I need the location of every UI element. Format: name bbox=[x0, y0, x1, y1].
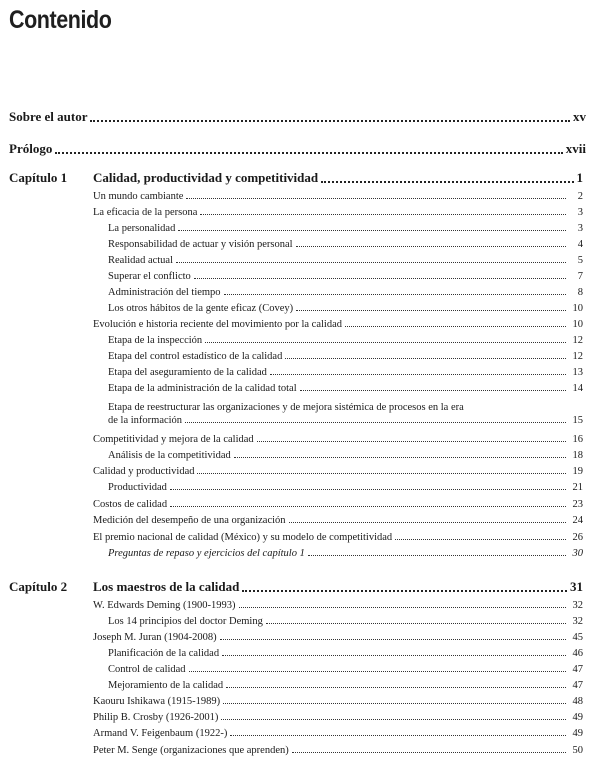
toc-subentry[interactable] bbox=[108, 223, 583, 234]
dot-leader bbox=[170, 489, 566, 490]
dot-leader bbox=[226, 687, 566, 688]
toc-page-number: 48 bbox=[572, 696, 583, 707]
toc-subentry[interactable] bbox=[108, 351, 583, 362]
toc-entry-title: Kaouru Ishikawa (1915-1989) bbox=[93, 696, 221, 707]
dot-leader bbox=[285, 358, 566, 359]
toc-page-number: 13 bbox=[572, 367, 583, 378]
toc-subentry[interactable] bbox=[108, 303, 583, 314]
toc-subentry[interactable] bbox=[108, 450, 583, 461]
dot-leader bbox=[170, 506, 566, 507]
toc-page-number: 1 bbox=[576, 170, 583, 185]
dot-leader bbox=[222, 655, 566, 656]
toc-page-number: 14 bbox=[572, 383, 583, 394]
toc-page-number: 21 bbox=[572, 482, 583, 493]
dot-leader bbox=[194, 278, 566, 279]
dot-leader bbox=[308, 555, 566, 556]
toc-subentry[interactable] bbox=[108, 383, 583, 394]
dot-leader bbox=[257, 441, 566, 442]
toc-subentry[interactable] bbox=[108, 367, 583, 378]
toc-entry[interactable] bbox=[93, 434, 583, 445]
dot-leader bbox=[186, 198, 566, 199]
toc-subentry[interactable] bbox=[108, 335, 583, 346]
chapter-title: Los maestros de la calidad bbox=[93, 579, 240, 594]
toc-entry-title: Armand V. Feigenbaum (1922-) bbox=[93, 728, 228, 739]
toc-page-number: 2 bbox=[577, 191, 583, 202]
dot-leader bbox=[289, 522, 566, 523]
dot-leader bbox=[220, 639, 566, 640]
chapter-2-heading[interactable] bbox=[93, 579, 583, 595]
dot-leader bbox=[234, 457, 566, 458]
toc-entry-title: Etapa del control estadístico de la calidad bbox=[108, 351, 283, 362]
toc-entry[interactable] bbox=[93, 515, 583, 526]
toc-subentry[interactable] bbox=[108, 680, 583, 691]
toc-page-number: 23 bbox=[572, 499, 583, 510]
toc-page-number: 12 bbox=[572, 335, 583, 346]
toc-page-number: 3 bbox=[577, 223, 583, 234]
toc-entry-title: Etapa de la administración de la calidad total bbox=[108, 383, 297, 394]
toc-page-number: 47 bbox=[572, 664, 583, 675]
toc-entry[interactable] bbox=[93, 696, 583, 707]
toc-entry[interactable] bbox=[93, 466, 583, 477]
toc-entry[interactable] bbox=[93, 600, 583, 611]
dot-leader bbox=[242, 590, 567, 592]
dot-leader bbox=[178, 230, 566, 231]
toc-page-number: 24 bbox=[572, 515, 583, 526]
toc-page-number: 32 bbox=[572, 600, 583, 611]
toc-entry-title: Superar el conflicto bbox=[108, 271, 191, 282]
toc-page-number: 3 bbox=[577, 207, 583, 218]
toc-page-number: 12 bbox=[572, 351, 583, 362]
toc-subentry[interactable] bbox=[108, 616, 583, 627]
toc-page-number: 32 bbox=[572, 616, 583, 627]
toc-entry[interactable] bbox=[93, 632, 583, 643]
dot-leader bbox=[239, 607, 566, 608]
chapter-2-label: Capítulo 2 bbox=[9, 579, 68, 594]
toc-page-number: xv bbox=[573, 109, 586, 124]
toc-page-number: 49 bbox=[572, 712, 583, 723]
toc-entry[interactable] bbox=[93, 499, 583, 510]
dot-leader bbox=[223, 703, 566, 704]
dot-leader bbox=[90, 120, 570, 122]
toc-page-number: 31 bbox=[570, 579, 583, 594]
dot-leader bbox=[176, 262, 566, 263]
toc-entry[interactable] bbox=[93, 532, 583, 543]
toc-page-number: 45 bbox=[572, 632, 583, 643]
toc-entry[interactable] bbox=[93, 207, 583, 218]
dot-leader bbox=[321, 181, 573, 183]
dot-leader bbox=[300, 390, 566, 391]
toc-subentry[interactable] bbox=[108, 648, 583, 659]
toc-entry-title: Costos de calidad bbox=[93, 499, 168, 510]
toc-subentry-wrapped-line: Etapa de reestructurar las organizaciones y de mejora sistémica de procesos en la era bbox=[108, 402, 464, 413]
toc-page-number: 4 bbox=[577, 239, 583, 250]
toc-page-number: 46 bbox=[572, 648, 583, 659]
toc-front-matter-about-author[interactable] bbox=[9, 109, 586, 125]
dot-leader bbox=[205, 342, 566, 343]
toc-entry-title: Etapa de la inspección bbox=[108, 335, 203, 346]
chapter-1-label: Capítulo 1 bbox=[9, 170, 68, 185]
toc-page-number: 49 bbox=[572, 728, 583, 739]
toc-page-number: 5 bbox=[577, 255, 583, 266]
toc-page-number: 47 bbox=[572, 680, 583, 691]
toc-page-number: 26 bbox=[572, 532, 583, 543]
toc-front-matter-prologue[interactable] bbox=[9, 141, 586, 157]
chapter-title: Calidad, productividad y competitividad bbox=[93, 170, 319, 185]
dot-leader bbox=[292, 752, 566, 753]
toc-entry-title: Un mundo cambiante bbox=[93, 191, 184, 202]
toc-entry-title: Responsabilidad de actuar y visión personal bbox=[108, 239, 293, 250]
toc-entry-title: Joseph M. Juran (1904-2008) bbox=[93, 632, 217, 643]
toc-entry-title: Mejoramiento de la calidad bbox=[108, 680, 224, 691]
dot-leader bbox=[221, 719, 566, 720]
dot-leader bbox=[395, 539, 566, 540]
toc-entry-title: Realidad actual bbox=[108, 255, 174, 266]
toc-subentry[interactable] bbox=[108, 255, 583, 266]
toc-entry-title: La eficacia de la persona bbox=[93, 207, 198, 218]
toc-entry-title: El premio nacional de calidad (México) y su modelo de competitividad bbox=[93, 532, 393, 543]
toc-entry-title: Análisis de la competitividad bbox=[108, 450, 231, 461]
page-title: Contenido bbox=[9, 6, 112, 34]
toc-page-number: 50 bbox=[572, 745, 583, 756]
dot-leader bbox=[230, 735, 566, 736]
toc-entry-title: Evolución e historia reciente del movimiento por la calidad bbox=[93, 319, 343, 330]
toc-entry-title: Productividad bbox=[108, 482, 167, 493]
toc-entry-title: Los otros hábitos de la gente eficaz (Covey) bbox=[108, 303, 294, 314]
toc-entry-title: Peter M. Senge (organizaciones que aprenden) bbox=[93, 745, 289, 756]
toc-entry-title: Medición del desempeño de una organización bbox=[93, 515, 286, 526]
dot-leader bbox=[270, 374, 566, 375]
dot-leader bbox=[189, 671, 566, 672]
toc-entry-title: W. Edwards Deming (1900-1993) bbox=[93, 600, 236, 611]
toc-page-number: 16 bbox=[572, 434, 583, 445]
toc-subentry[interactable] bbox=[108, 287, 583, 298]
toc-page-number: 30 bbox=[572, 548, 583, 559]
toc-entry-title: Administración del tiempo bbox=[108, 287, 221, 298]
toc-entry-title: Calidad y productividad bbox=[93, 466, 195, 477]
toc-entry-title: Prólogo bbox=[9, 141, 53, 156]
toc-entry-title: Preguntas de repaso y ejercicios del capítulo 1 bbox=[108, 548, 305, 559]
dot-leader bbox=[345, 326, 566, 327]
dot-leader bbox=[55, 152, 562, 154]
chapter-1-heading[interactable] bbox=[93, 170, 583, 186]
toc-subentry[interactable] bbox=[108, 415, 583, 426]
toc-page-number: xvii bbox=[565, 141, 586, 156]
toc-entry-title: Control de calidad bbox=[108, 664, 186, 675]
toc-subentry[interactable] bbox=[108, 271, 583, 282]
dot-leader bbox=[224, 294, 566, 295]
toc-subentry[interactable] bbox=[108, 664, 583, 675]
toc-entry-title: Etapa del aseguramiento de la calidad bbox=[108, 367, 267, 378]
toc-entry-title: Competitividad y mejora de la calidad bbox=[93, 434, 254, 445]
toc-entry-title: La personalidad bbox=[108, 223, 176, 234]
toc-entry[interactable] bbox=[93, 319, 583, 330]
dot-leader bbox=[266, 623, 566, 624]
toc-review-questions[interactable] bbox=[108, 548, 583, 559]
toc-entry-title: Sobre el autor bbox=[9, 109, 88, 124]
dot-leader bbox=[185, 422, 566, 423]
toc-entry[interactable] bbox=[93, 745, 583, 756]
toc-page-number: 19 bbox=[572, 466, 583, 477]
dot-leader bbox=[296, 310, 566, 311]
dot-leader bbox=[296, 246, 566, 247]
toc-entry-title: Philip B. Crosby (1926-2001) bbox=[93, 712, 219, 723]
toc-page-number: 10 bbox=[572, 319, 583, 330]
toc-page-number: 10 bbox=[572, 303, 583, 314]
toc-subentry[interactable] bbox=[108, 239, 583, 250]
toc-entry-title: de la información bbox=[108, 415, 183, 426]
toc-entry-title: Planificación de la calidad bbox=[108, 648, 220, 659]
toc-entry[interactable] bbox=[93, 191, 583, 202]
toc-entry[interactable] bbox=[93, 728, 583, 739]
toc-subentry[interactable] bbox=[108, 482, 583, 493]
dot-leader bbox=[197, 473, 566, 474]
toc-page-number: 18 bbox=[572, 450, 583, 461]
toc-page-number: 8 bbox=[577, 287, 583, 298]
toc-page-number: 15 bbox=[572, 415, 583, 426]
toc-page-number: 7 bbox=[577, 271, 583, 282]
toc-entry[interactable] bbox=[93, 712, 583, 723]
dot-leader bbox=[200, 214, 566, 215]
toc-entry-title: Los 14 principios del doctor Deming bbox=[108, 616, 263, 627]
